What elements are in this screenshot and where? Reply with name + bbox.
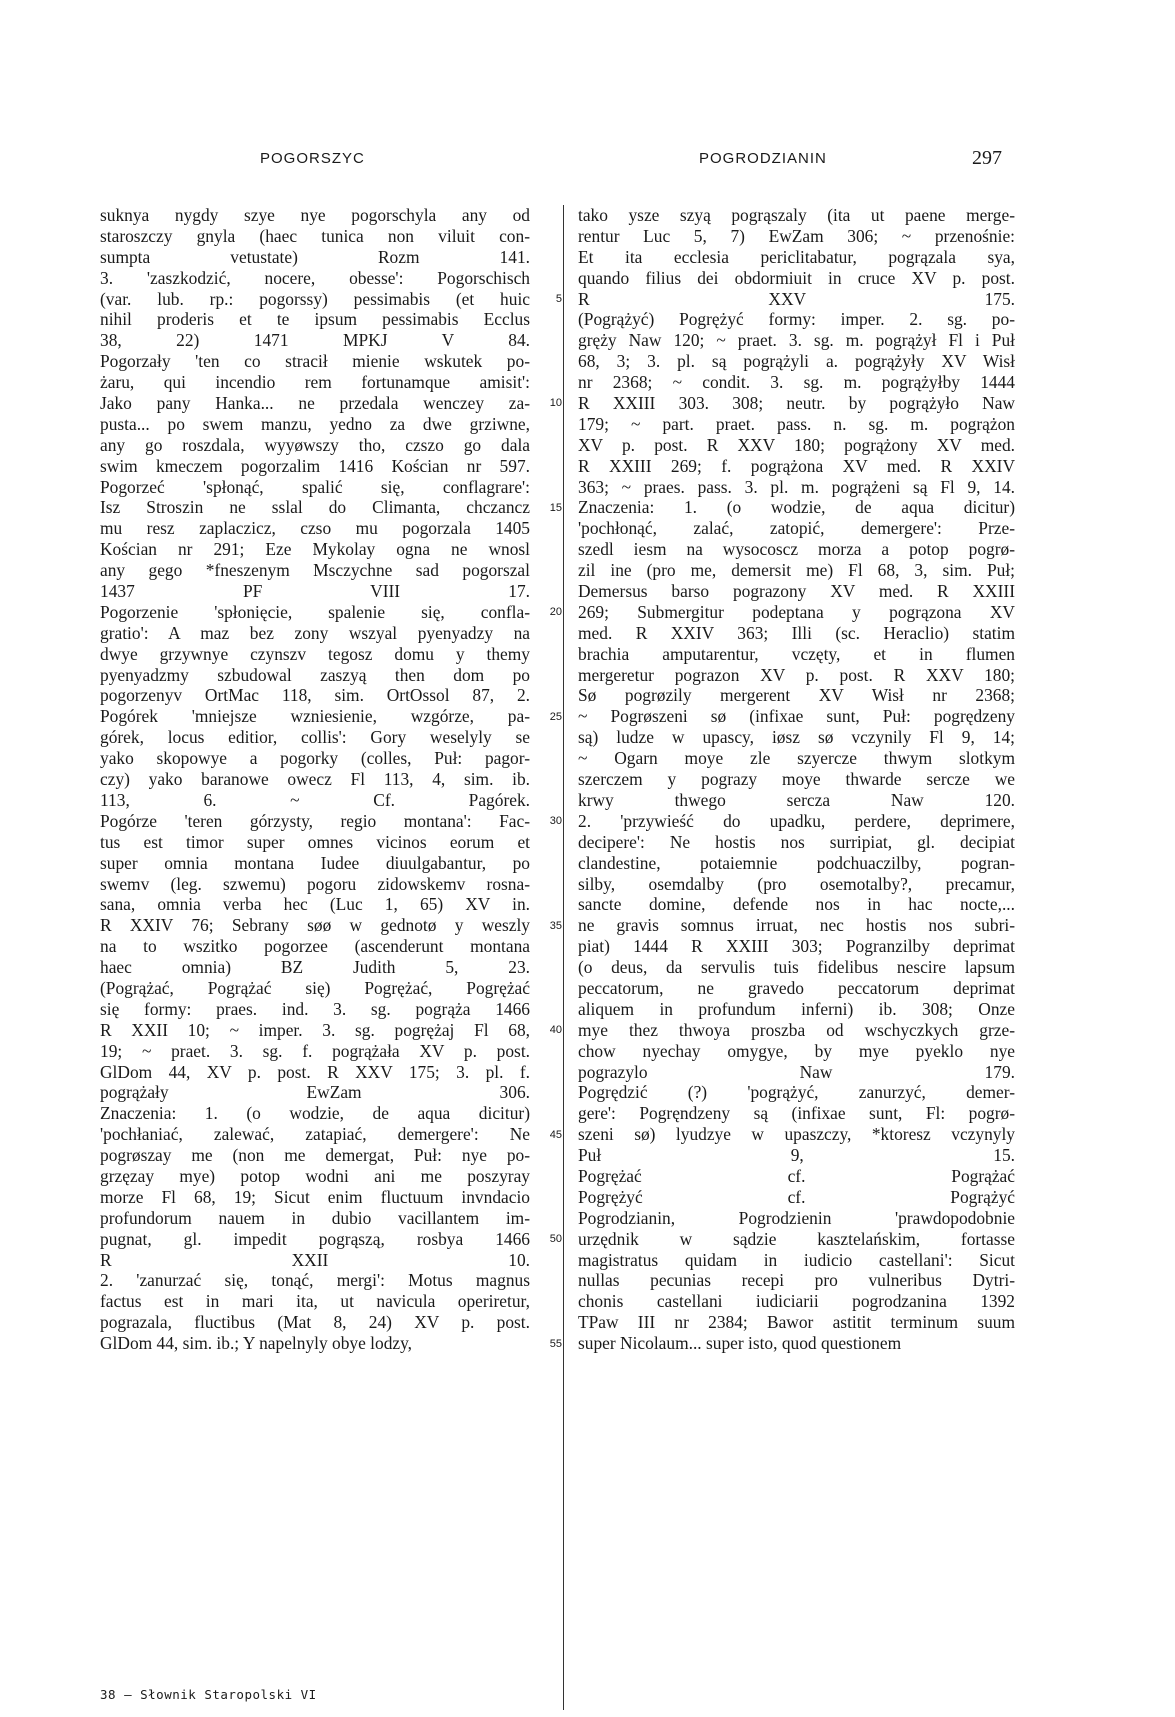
- text-line: clandestine, potaiemnie podchuaczilby, pogran-: [578, 852, 1015, 873]
- text-line: ~ Pogrøszeni sø (infixae sunt, Puł: pogrędzeny: [578, 706, 1015, 727]
- line-number: 10: [549, 397, 562, 410]
- page-number: 297: [972, 147, 1002, 169]
- text-line: staroszczy gnyla (haec tunica non viluit con-: [100, 225, 530, 246]
- text-line: nullas pecunias recepi pro vulneribus Dytri-: [578, 1270, 1015, 1291]
- line-number: 30: [549, 815, 562, 828]
- text-line: R XXII 10; ~ imper. 3. sg. pogrężaj Fl 68,: [100, 1019, 530, 1040]
- line-number: 20: [549, 606, 562, 619]
- text-line: gere': Pogręndzeny są (infixae sunt, Fl: pogrø-: [578, 1103, 1015, 1124]
- text-line: R XXV 175.: [578, 288, 1015, 309]
- right-column: [578, 205, 1015, 1354]
- text-line: profundorum nauem in dubio vacillantem im-: [100, 1207, 530, 1228]
- text-line: nr 2368; ~ condit. 3. sg. m. pogrążyłby 1444: [578, 372, 1015, 393]
- text-line: R XXIII 303. 308; neutr. by pogrążyło Naw: [578, 393, 1015, 414]
- text-line: 'pochłaniać, zalewać, zatapiać, demergere': Ne: [100, 1124, 530, 1145]
- text-line: chonis castellani iudiciarii pogrodzanina 1392: [578, 1291, 1015, 1312]
- text-line: yako skopowye a pogorky (colles, Puł: pagor-: [100, 748, 530, 769]
- text-line: quando filius dei obdormiuit in cruce XV p. post.: [578, 267, 1015, 288]
- text-line: górek, locus editior, collis': Gory weselyly se: [100, 727, 530, 748]
- text-line: mu resz zaplaczicz, czso mu pogorzala 1405: [100, 518, 530, 539]
- text-line: sana, omnia verba hec (Luc 1, 65) XV in.: [100, 894, 530, 915]
- text-line: suknya nygdy szye nye pogorschyla any od: [100, 205, 530, 225]
- text-line: pogrøszay me (non me demergat, Puł: nye po-: [100, 1145, 530, 1166]
- text-line: mergeretur pograzon XV p. post. R XXV 180;: [578, 664, 1015, 685]
- text-line: GlDom 44, sim. ib.; Y napelnyly obye lodzy,: [100, 1333, 413, 1354]
- text-line: Pogrężyć cf. Pogrążyć: [578, 1186, 1015, 1207]
- text-line: Pogrodzianin, Pogrodzienin 'prawdopodobnie: [578, 1207, 1015, 1228]
- text-line: Sø pogrøzily mergerent XV Wisł nr 2368;: [578, 685, 1015, 706]
- text-line: ~ Ogarn moye zle szyercze thwym slotkym: [578, 748, 1015, 769]
- text-line: 2. 'zanurzać się, tonąć, mergi': Motus magnus: [100, 1270, 530, 1291]
- text-line: R XXIII 269; f. pogrążona XV med. R XXIV: [578, 455, 1015, 476]
- text-line: pugnat, gl. impedit pogrąszą, rosbya 1466: [100, 1228, 530, 1249]
- text-line: (Pogrążyć) Pogrężyć formy: imper. 2. sg. po-: [578, 309, 1015, 330]
- line-number: 15: [549, 501, 562, 514]
- text-line: urzędnik w sądzie kasztelańskim, fortasse: [578, 1228, 1015, 1249]
- text-line: mye thez thwoya proszba od wschyczkych grze-: [578, 1019, 1015, 1040]
- text-line: krwy thwego sercza Naw 120.: [578, 789, 1015, 810]
- running-head-left: POGORSZYC: [260, 150, 365, 167]
- text-line: (o deus, da servulis tuis fidelibus nescire lapsum: [578, 957, 1015, 978]
- text-line: decipere': Ne hostis nos surripiat, gl. decipiat: [578, 831, 1015, 852]
- line-number: 25: [549, 710, 562, 723]
- text-line: pograzylo Naw 179.: [578, 1061, 1015, 1082]
- text-line: szerczem y pograzy moye thwarde sercze we: [578, 769, 1015, 790]
- text-line: na to wszitko pogorzee (ascenderunt montana: [100, 936, 530, 957]
- text-line: sancte domine, defende nos in hac nocte,...: [578, 894, 1015, 915]
- text-line: super omnia montana Iudee diuulgabantur, po: [100, 852, 530, 873]
- text-line: tus est timor super omnes vicinos eorum et: [100, 831, 530, 852]
- text-line: peccatorum, ne gravedo peccatorum deprimat: [578, 977, 1015, 998]
- text-line: gręży Naw 120; ~ praet. 3. sg. m. pogrążył Fl i Puł: [578, 330, 1015, 351]
- text-line: Jako pany Hanka... ne przedala wenczey za-: [100, 393, 530, 414]
- text-line: super Nicolaum... super isto, quod questionem: [578, 1333, 902, 1354]
- line-number: 45: [549, 1128, 562, 1141]
- page-header: [0, 147, 1175, 174]
- text-line: 3. 'zaszkodzić, nocere, obesse': Pogorschisch: [100, 267, 530, 288]
- text-line: (Pogrążać, Pogrążać się) Pogrężać, Pogrężać: [100, 977, 530, 998]
- column-divider: [563, 205, 564, 1710]
- line-number: 55: [549, 1337, 562, 1350]
- text-line: factus est in mari ita, ut navicula operiretur,: [100, 1291, 530, 1312]
- text-line: pusta... po swem manzu, yedno za dwe grziwne,: [100, 413, 530, 434]
- text-line: chow nyechay omygye, by mye pyeklo nye: [578, 1040, 1015, 1061]
- text-line: pograzala, fluctibus (Mat 8, 24) XV p. post.: [100, 1312, 530, 1333]
- text-line: med. R XXIV 363; Illi (sc. Heraclio) statim: [578, 622, 1015, 643]
- text-line: 269; Submergitur podeptana y pogrązona XV: [578, 601, 1015, 622]
- text-line: zil ine (pro me, demersit me) Fl 68, 3, sim. Puł;: [578, 560, 1015, 581]
- text-line: aliquem in profundum inferni) ib. 308; Onze: [578, 998, 1015, 1019]
- text-line: Et ita ecclesia periclitabatur, pogrązala sya,: [578, 246, 1015, 267]
- text-line: 1437 PF VIII 17.: [100, 581, 530, 602]
- text-line: się formy: praes. ind. 3. sg. pogrąża 1466: [100, 998, 530, 1019]
- text-line: brachia amputarentur, vczęty, et in flumen: [578, 643, 1015, 664]
- text-line: 19; ~ praet. 3. sg. f. pogrążała XV p. post.: [100, 1040, 530, 1061]
- text-line: piat) 1444 R XXIII 303; Pogranzilby deprimat: [578, 936, 1015, 957]
- text-line: 179; ~ part. praet. pass. n. sg. m. pogrążon: [578, 413, 1015, 434]
- text-line: XV p. post. R XXV 180; pogrążony XV med.: [578, 434, 1015, 455]
- text-line: szedl iesm na wysocoscz morza a potop pogrø-: [578, 539, 1015, 560]
- text-line: magistratus quidam in iudicio castellani': Sicut: [578, 1249, 1015, 1270]
- text-line: 2. 'przywieść do upadku, perdere, deprimere,: [578, 810, 1015, 831]
- text-line: ne gravis somnus irruat, nec hostis nos subri-: [578, 915, 1015, 936]
- text-line: Pogrędzić (?) 'pogrążyć, zanurzyć, demer-: [578, 1082, 1015, 1103]
- text-line: Pogorzenie 'spłonięcie, spalenie się, confla-: [100, 601, 530, 622]
- text-line: Pogrężać cf. Pogrążać: [578, 1165, 1015, 1186]
- text-line: 363; ~ praes. pass. 3. pl. m. pogrążeni są Fl 9, 14.: [578, 476, 1015, 497]
- text-line: swemv (leg. szwemu) pogoru zidowskemv rosna-: [100, 873, 530, 894]
- left-column: [100, 205, 530, 1354]
- text-line: swim kmeczem pogorzalim 1416 Kościan nr 597.: [100, 455, 530, 476]
- text-line: 38, 22) 1471 MPKJ V 84.: [100, 330, 530, 351]
- text-line: Pogorzeć 'spłonąć, spalić się, conflagrare':: [100, 476, 530, 497]
- text-line: R XXII 10.: [100, 1249, 530, 1270]
- text-line: Pogorzały 'ten co stracił mienie wskutek po-: [100, 351, 530, 372]
- text-line: Znaczenia: 1. (o wodzie, de aqua dicitur): [578, 497, 1015, 518]
- line-number: 35: [549, 919, 562, 932]
- text-line: Puł 9, 15.: [578, 1145, 1015, 1166]
- text-line: czy) yako baranowe owecz Fl 113, 4, sim. ib.: [100, 769, 530, 790]
- text-line: pogrążały EwZam 306.: [100, 1082, 530, 1103]
- text-line: Pogórze 'teren górzysty, regio montana': Fac-: [100, 810, 530, 831]
- text-line: są) ludze w upascy, iøsz sø vczynily Fl 9, 14;: [578, 727, 1015, 748]
- line-number: 50: [549, 1233, 562, 1246]
- text-line: morze Fl 68, 19; Sicut enim fluctuum invndacio: [100, 1186, 530, 1207]
- text-line: silby, osemdalby (pro osemotalby?, precamur,: [578, 873, 1015, 894]
- text-line: sumpta vetustate) Rozm 141.: [100, 246, 530, 267]
- text-line: szeni sø) lyudzye w upaszczy, *ktoresz vczynyly: [578, 1124, 1015, 1145]
- text-line: haec omnia) BZ Judith 5, 23.: [100, 957, 530, 978]
- page-footer: 38 — Słownik Staropolski VI: [100, 1687, 317, 1702]
- text-line: grzęzay mye) potop wodni ani me poszyray: [100, 1165, 530, 1186]
- line-number: 5: [555, 292, 562, 305]
- text-line: Pogórek 'mniejsze wzniesienie, wzgórze, pa-: [100, 706, 530, 727]
- text-line: rentur Luc 5, 7) EwZam 306; ~ przenośnie:: [578, 225, 1015, 246]
- text-line: Kościan nr 291; Eze Mykolay ogna ne wnosl: [100, 539, 530, 560]
- text-line: Demersus barso pograzony XV med. R XXIII: [578, 581, 1015, 602]
- text-line: any go roszdala, wyyøwszy tho, czszo go dala: [100, 434, 530, 455]
- line-number: 40: [549, 1024, 562, 1037]
- text-line: żaru, qui incendio rem fortunamque amisit':: [100, 372, 530, 393]
- text-line: (var. lub. rp.: pogorssy) pessimabis (et huic: [100, 288, 530, 309]
- text-line: pogorzenyv OrtMac 118, sim. OrtOssol 87, 2.: [100, 685, 530, 706]
- text-line: 113, 6. ~ Cf. Pagórek.: [100, 789, 530, 810]
- text-line: Isz Stroszin ne sslal do Climanta, chczancz: [100, 497, 530, 518]
- running-head-right: POGRODZIANIN: [699, 150, 827, 167]
- text-line: tako ysze szyą pogrąszaly (ita ut paene merge-: [578, 205, 1015, 225]
- text-line: gratio': A maz bez zony wszyal pyenyadzy na: [100, 622, 530, 643]
- text-line: TPaw III nr 2384; Bawor astitit terminum suum: [578, 1312, 1015, 1333]
- text-line: Znaczenia: 1. (o wodzie, de aqua dicitur): [100, 1103, 530, 1124]
- text-line: pyenyadzmy szbudowal zaszyą then dom po: [100, 664, 530, 685]
- text-line: nihil proderis et te ipsum pessimabis Ecclus: [100, 309, 530, 330]
- text-line: 'pochłonąć, zalać, zatopić, demergere': Prze-: [578, 518, 1015, 539]
- text-line: any gego *fneszenym Msczychne sad pogorszal: [100, 560, 530, 581]
- text-line: GlDom 44, XV p. post. R XXV 175; 3. pl. f.: [100, 1061, 530, 1082]
- text-line: R XXIV 76; Sebrany søø w gednotø y weszly: [100, 915, 530, 936]
- text-line: 68, 3; 3. pl. są pogrążyli a. pogrążyły XV Wisł: [578, 351, 1015, 372]
- text-line: dwye grzywnye czynszv tegosz domu y themy: [100, 643, 530, 664]
